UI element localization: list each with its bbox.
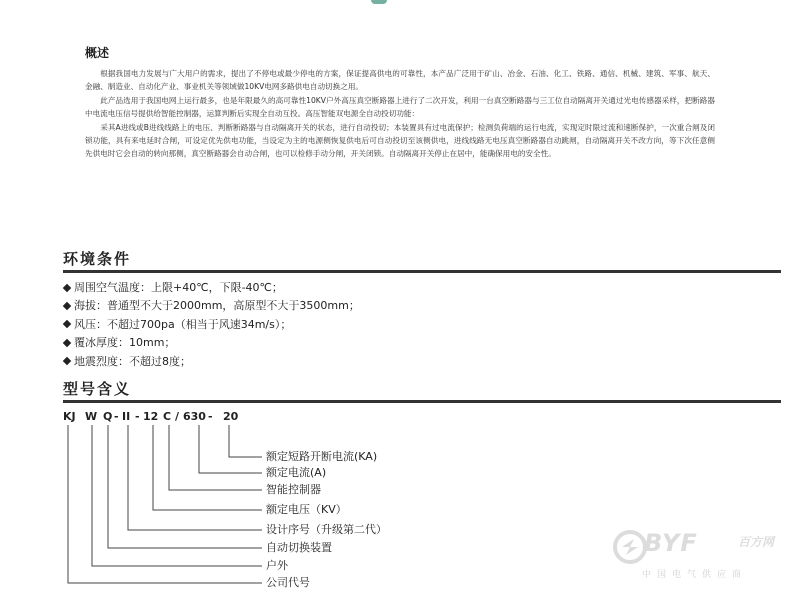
watermark xyxy=(612,527,792,587)
environment-item-text: 周围空气温度：上限+40℃，下限-40℃； xyxy=(74,281,283,294)
label-rated-breaking-current: 额定短路开断电流(KA) xyxy=(266,450,378,463)
label-rated-voltage: 额定电压（KV） xyxy=(266,503,347,516)
code-12: 12 xyxy=(143,410,159,423)
label-auto-switch-device: 自动切换装置 xyxy=(266,541,332,554)
label-company-code: 公司代号 xyxy=(266,576,310,589)
connector-design xyxy=(128,425,262,530)
code-dash-1: - xyxy=(114,410,119,423)
code-c: C xyxy=(163,410,172,423)
environment-title: 环境条件 xyxy=(63,250,132,268)
model-title: 型号含义 xyxy=(63,380,132,398)
code-q: Q xyxy=(103,410,113,423)
environment-item-text: 地震烈度：不超过8度； xyxy=(74,354,191,368)
overview-paragraph-2: 此产品选用于我国电网上运行最多，也是年限最久的高可靠性10KV户外高压真空断路器上进行了二次开发，利用一台真空断路器与三工位自动隔离开关通过光电传感器采样，把断路器中电流电压信号提供给智能控制器，运算判断后实现全自动互投。高压智能双电源全自动投切功能： xyxy=(85,95,715,119)
watermark-tagline: 中国电气供应商 xyxy=(642,570,748,580)
code-w: W xyxy=(85,410,98,423)
label-intelligent-controller: 智能控制器 xyxy=(266,483,321,496)
connector-a xyxy=(199,425,262,473)
label-rated-current: 额定电流(A) xyxy=(266,466,327,479)
code-slash: / xyxy=(175,410,180,423)
environment-item-text: 海拔：普通型不大于2000mm，高原型不大于3500mm； xyxy=(74,299,360,313)
watermark-brand: BYF xyxy=(644,529,698,557)
code-ii: II xyxy=(122,410,131,423)
connector-company xyxy=(68,425,262,583)
connector-outdoor xyxy=(92,425,262,566)
label-design-sequence: 设计序号（升级第二代） xyxy=(266,523,387,536)
connector-ka xyxy=(229,425,262,457)
code-kj: KJ xyxy=(63,410,76,423)
environment-item-text: 风压：不超过700pa（相当于风速34m/s）； xyxy=(74,317,292,331)
watermark-site: 百方网 xyxy=(738,535,775,549)
overview-title: 概述 xyxy=(85,46,110,60)
code-20: 20 xyxy=(223,410,239,423)
overview-paragraph-3: 采其A进线或B进线线路上的电压、判断断路器与自动隔离开关的状态，进行自动投切；本装置具有过电流保护；检测负荷端的运行电流，实现定时限过流和速断保护，一次重合闸及闭锁功能，具有来电延时合闸，可设定优先供电功能，当设定为主的电源侧恢复供电后可自动投切至该侧供电，进线线路无电压真空断路器自动跳闸，自动隔离开关不改方向，等下次任意侧先供电时它会自动的转向那侧，真空断路器会自动合闸，也可以检修手动分闸，开关闭锁。自动隔离开关停止在居中，能确保用电的安全性。 xyxy=(85,122,715,159)
environment-item-text: 覆冰厚度：10mm； xyxy=(74,336,176,350)
code-dash-2: - xyxy=(135,410,140,423)
code-630: 630 xyxy=(183,410,206,423)
code-dash-3: - xyxy=(208,410,213,423)
overview-paragraph-1: 根据我国电力发展与广大用户的需求，提出了不停电或最少停电的方案，保证提高供电的可靠性，本产品广泛用于矿山、冶金、石油、化工、铁路、通信、机械、建筑、军事、航天、金融、制造业、自动化产业、事业机关等领域做10KV电网多路供电自动切换之用。 xyxy=(85,69,715,92)
label-outdoor: 户外 xyxy=(266,559,288,572)
